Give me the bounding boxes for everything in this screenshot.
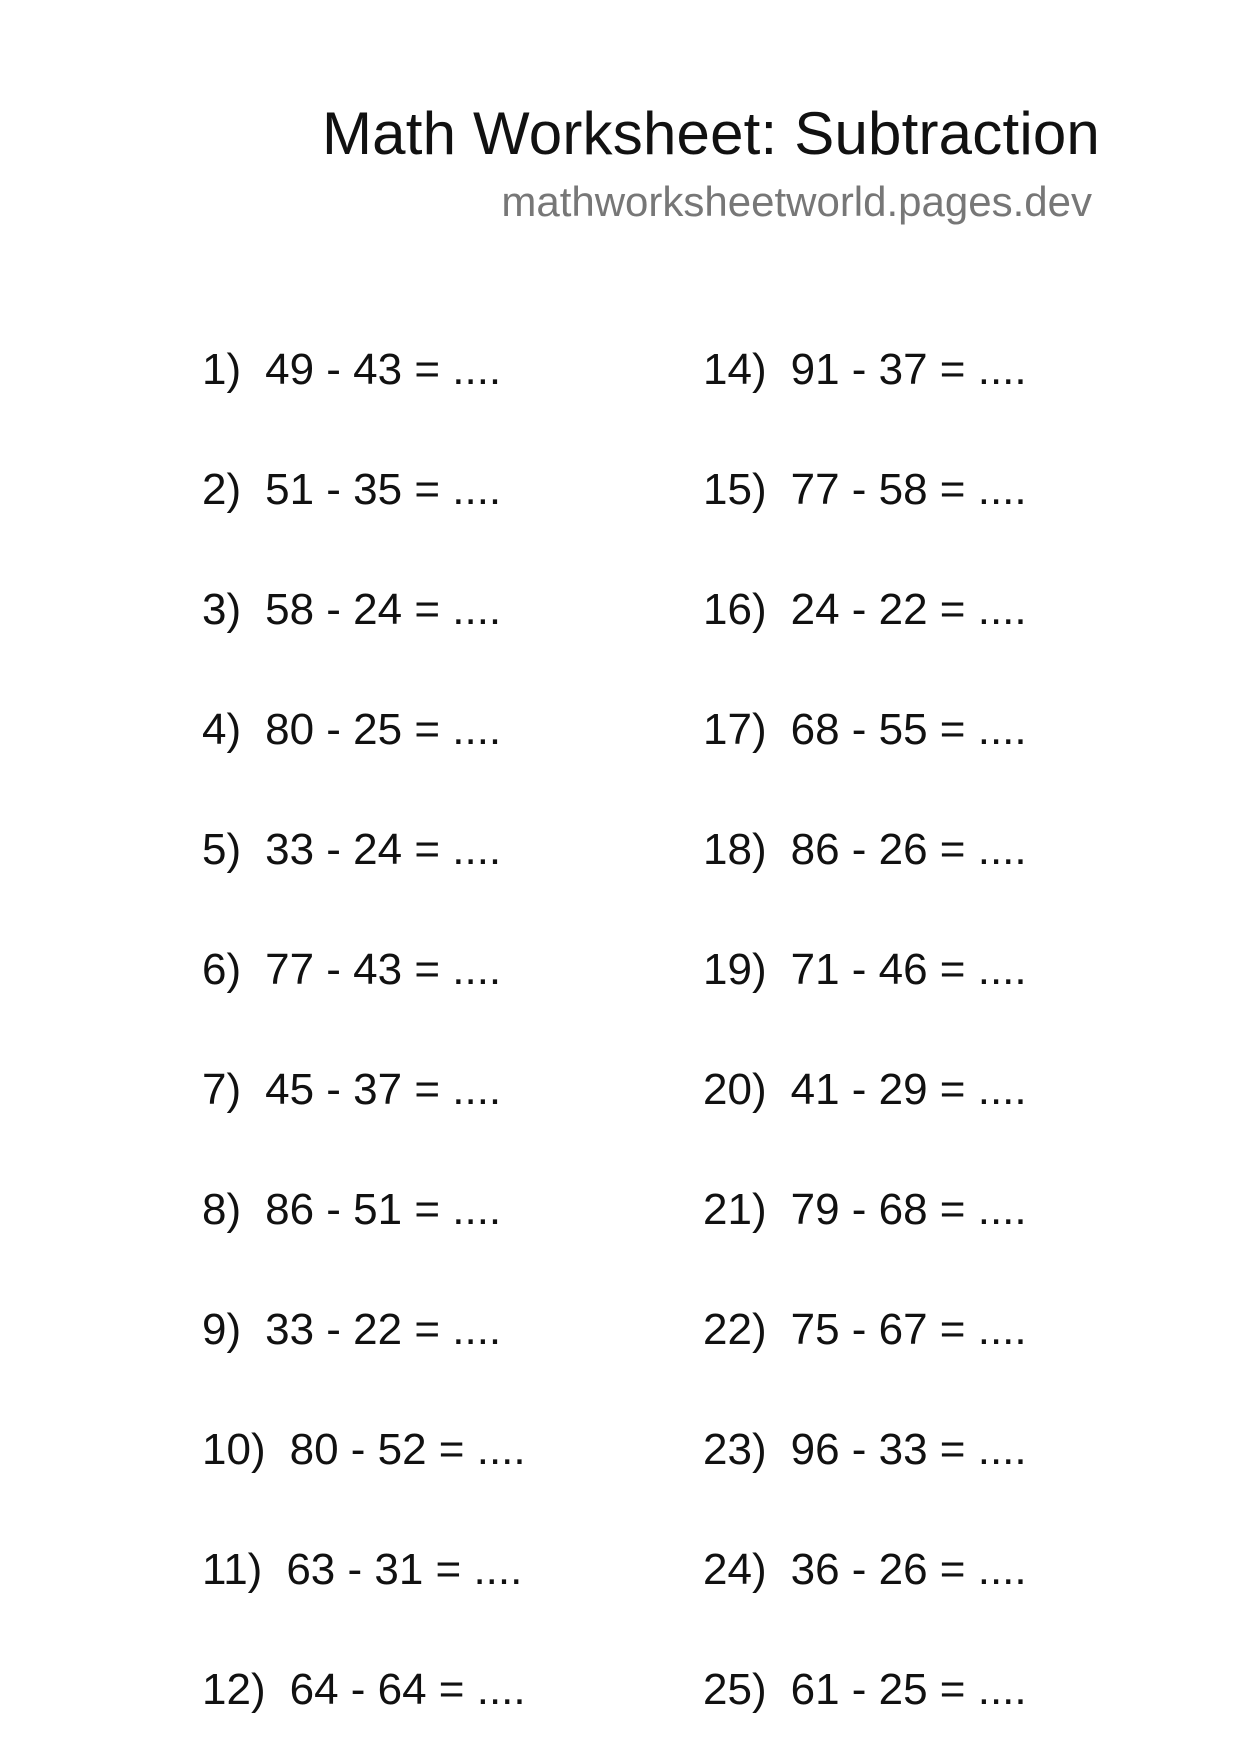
problem-item [202, 584, 501, 636]
problem-item [703, 344, 1027, 396]
problem-expression: 75 - 67 = .... [790, 1305, 1027, 1354]
problem-number: 10) [202, 1425, 266, 1474]
problem-number: 9) [202, 1305, 242, 1354]
problem-expression: 61 - 25 = .... [790, 1665, 1027, 1714]
problem-expression: 86 - 26 = .... [790, 825, 1027, 874]
problem-expression: 71 - 46 = .... [790, 945, 1027, 994]
problem-number: 2) [202, 465, 242, 514]
problem-number: 11) [202, 1545, 263, 1594]
problem-expression: 80 - 25 = .... [265, 705, 502, 754]
problem-expression: 41 - 29 = .... [790, 1065, 1027, 1114]
problem-expression: 68 - 55 = .... [790, 705, 1027, 754]
problem-number: 14) [703, 345, 767, 394]
problem-number: 15) [703, 465, 767, 514]
page-title: Math Worksheet: Subtraction [322, 100, 1100, 167]
problem-number: 24) [703, 1545, 767, 1594]
problem-item [202, 1664, 526, 1716]
problem-expression: 91 - 37 = .... [790, 345, 1027, 394]
problem-expression: 79 - 68 = .... [790, 1185, 1027, 1234]
problem-expression: 36 - 26 = .... [790, 1545, 1027, 1594]
problem-number: 16) [703, 585, 767, 634]
problem-item [703, 824, 1027, 876]
problem-item [202, 1064, 501, 1116]
problem-number: 6) [202, 945, 242, 994]
problem-item [202, 344, 501, 396]
problem-number: 5) [202, 825, 242, 874]
problem-number: 4) [202, 705, 242, 754]
problem-item [703, 1424, 1027, 1476]
site-url: mathworksheetworld.pages.dev [501, 178, 1092, 225]
problem-number: 19) [703, 945, 767, 994]
problem-item [202, 944, 501, 996]
problem-item [202, 704, 501, 756]
problem-expression: 77 - 43 = .... [265, 945, 502, 994]
problem-item [202, 464, 501, 516]
problem-expression: 33 - 24 = .... [265, 825, 502, 874]
problem-expression: 49 - 43 = .... [265, 345, 502, 394]
problem-item [703, 1184, 1027, 1236]
problem-number: 18) [703, 825, 767, 874]
problem-item [703, 1304, 1027, 1356]
problem-item [202, 1304, 501, 1356]
problem-item [703, 464, 1027, 516]
problem-number: 20) [703, 1065, 767, 1114]
problem-expression: 58 - 24 = .... [265, 585, 502, 634]
problem-expression: 64 - 64 = .... [289, 1665, 526, 1714]
problem-expression: 86 - 51 = .... [265, 1185, 502, 1234]
problem-expression: 24 - 22 = .... [790, 585, 1027, 634]
problem-item [703, 704, 1027, 756]
problem-number: 22) [703, 1305, 767, 1354]
problem-expression: 77 - 58 = .... [790, 465, 1027, 514]
problem-item [703, 1664, 1027, 1716]
worksheet-header [322, 98, 1100, 228]
problem-item [703, 944, 1027, 996]
problem-expression: 33 - 22 = .... [265, 1305, 502, 1354]
problem-expression: 80 - 52 = .... [289, 1425, 526, 1474]
problem-number: 23) [703, 1425, 767, 1474]
problem-expression: 45 - 37 = .... [265, 1065, 502, 1114]
problem-number: 12) [202, 1665, 266, 1714]
problem-expression: 96 - 33 = .... [790, 1425, 1027, 1474]
problem-item [202, 1544, 522, 1596]
problem-expression: 51 - 35 = .... [265, 465, 502, 514]
problem-item [703, 584, 1027, 636]
problem-item [202, 1424, 526, 1476]
problem-number: 1) [202, 345, 242, 394]
problem-item [703, 1544, 1027, 1596]
problem-number: 17) [703, 705, 767, 754]
problem-number: 21) [703, 1185, 767, 1234]
problem-expression: 63 - 31 = .... [286, 1545, 523, 1594]
problem-item [703, 1064, 1027, 1116]
problem-item [202, 824, 501, 876]
problem-number: 7) [202, 1065, 242, 1114]
problem-number: 25) [703, 1665, 767, 1714]
problem-number: 3) [202, 585, 242, 634]
problem-item [202, 1184, 501, 1236]
problem-number: 8) [202, 1185, 242, 1234]
